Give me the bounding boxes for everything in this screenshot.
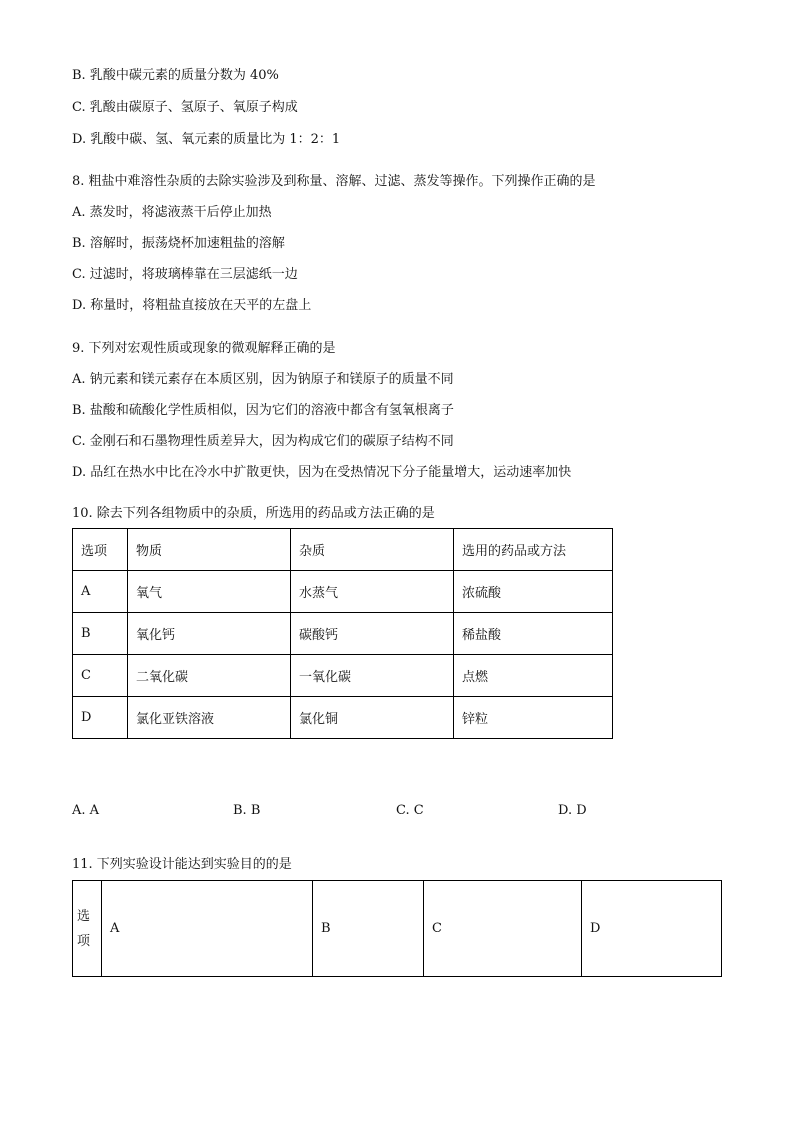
table-cell: 一氧化碳 [291,655,454,697]
table-row [73,655,613,697]
table-row [73,613,613,655]
table-cell: 氯化亚铁溶液 [128,697,291,739]
header-cell: 选项 [73,529,128,571]
table-cell: 锌粒 [454,697,613,739]
header-cell: 选用的药品或方法 [454,529,613,571]
table-cell: 点燃 [454,655,613,697]
table-cell: B [73,613,128,655]
table-cell: 水蒸气 [291,571,454,613]
table-cell: 稀盐酸 [454,613,613,655]
table-cell: 氧气 [128,571,291,613]
q9-option-d: D. 品红在热水中比在冷水中扩散更快，因为在受热情况下分子能量增大，运动速率加快 [72,465,572,480]
table-row [73,697,613,739]
table-cell: 氧化钙 [128,613,291,655]
q8-option-b: B. 溶解时，振荡烧杯加速粗盐的溶解 [72,236,285,251]
q10-choice-c: C. C [396,803,424,818]
table-header-row [73,529,613,571]
option-cell-b: B [313,881,424,977]
option-header-line1: 选 [77,908,91,924]
q9-option-b: B. 盐酸和硫酸化学性质相似，因为它们的溶液中都含有氢氧根离子 [72,403,454,418]
option-cell-c: C [424,881,582,977]
q10-choice-a: A. A [72,803,100,818]
q8-option-a: A. 蒸发时，将滤液蒸干后停止加热 [72,205,272,220]
q10-choice-d: D. D [558,803,587,818]
option-header-label [77,904,90,954]
header-cell: 物质 [128,529,291,571]
q9-option-c: C. 金刚石和石墨物理性质差异大，因为构成它们的碳原子结构不同 [72,434,454,449]
q7-option-c: C. 乳酸由碳原子、氢原子、氧原子构成 [72,100,298,115]
q8-option-d: D. 称量时，将粗盐直接放在天平的左盘上 [72,298,312,313]
q10-stem: 10. 除去下列各组物质中的杂质，所选用的药品或方法正确的是 [72,506,435,521]
q10-table [72,528,613,739]
q7-option-d: D. 乳酸中碳、氢、氧元素的质量比为 1：2：1 [72,132,341,147]
table-cell: A [73,571,128,613]
table-row [73,571,613,613]
q11-table [72,880,722,977]
table-cell: 浓硫酸 [454,571,613,613]
q8-stem: 8. 粗盐中难溶性杂质的去除实验涉及到称量、溶解、过滤、蒸发等操作。下列操作正确的是 [72,174,596,189]
q9-stem: 9. 下列对宏观性质或现象的微观解释正确的是 [72,341,336,356]
table-cell: 氯化铜 [291,697,454,739]
header-cell: 杂质 [291,529,454,571]
q8-option-c: C. 过滤时，将玻璃棒靠在三层滤纸一边 [72,267,298,282]
table-cell: 二氧化碳 [128,655,291,697]
table-cell: C [73,655,128,697]
option-cell-a: A [102,881,313,977]
option-header-line2: 项 [77,933,91,949]
q11-stem: 11. 下列实验设计能达到实验目的的是 [72,857,292,872]
table-cell: 碳酸钙 [291,613,454,655]
q7-option-b: B. 乳酸中碳元素的质量分数为 40% [72,68,279,83]
table-row [73,881,722,977]
q10-choice-b: B. B [233,803,261,818]
header-cell [73,881,102,977]
option-cell-d: D [582,881,722,977]
table-cell: D [73,697,128,739]
q9-option-a: A. 钠元素和镁元素存在本质区别，因为钠原子和镁原子的质量不同 [72,372,454,387]
